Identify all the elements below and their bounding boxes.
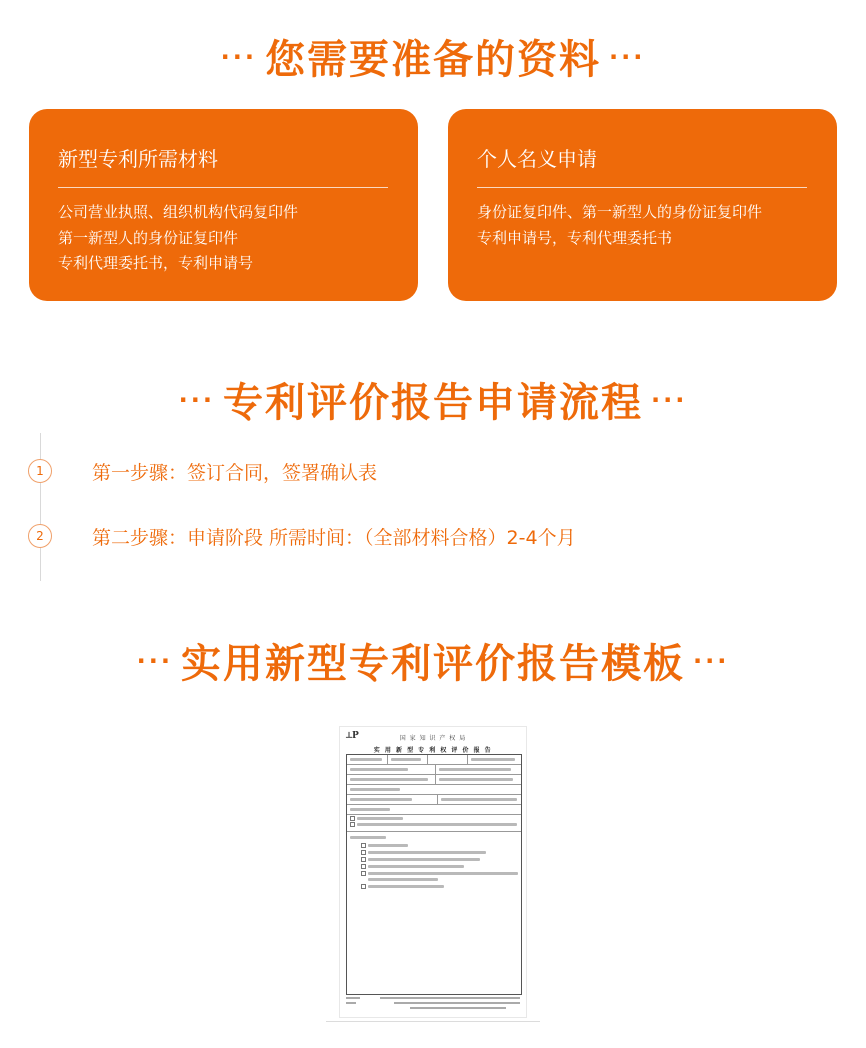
title-dots-left: ··· — [220, 42, 257, 71]
form-field-text — [357, 823, 517, 826]
title-dots-left: ··· — [178, 385, 215, 414]
template-section-title — [0, 632, 866, 689]
title-dots-right: ··· — [651, 385, 688, 414]
report-template-preview — [326, 715, 540, 1023]
form-checkbox — [361, 850, 366, 855]
footer-text — [410, 1007, 506, 1009]
footer-text — [346, 1002, 356, 1004]
card-line: 公司营业执照、组织机构代码复印件 — [58, 203, 299, 221]
card-divider — [58, 187, 388, 188]
form-field-text — [441, 798, 517, 801]
form-col-line — [435, 764, 436, 784]
form-field-text — [368, 865, 464, 868]
form-checkbox — [361, 857, 366, 862]
form-field-text — [350, 758, 382, 761]
step-text: 第二步骤：申请阶段 所需时间：（全部材料合格）2-4个月 — [92, 527, 576, 549]
form-field-text — [368, 885, 444, 888]
form-col-line — [437, 794, 438, 804]
form-checkbox — [350, 816, 355, 821]
document-title: 实 用 新 型 专 利 权 评 价 报 告 — [373, 747, 493, 754]
card-divider — [477, 187, 807, 188]
template-title-text: 实用新型专利评价报告模板 — [181, 641, 685, 687]
card-title: 新型专利所需材料 — [58, 147, 218, 171]
footer-text — [380, 997, 520, 999]
card-line: 身份证复印件、第一新型人的身份证复印件 — [477, 203, 763, 221]
form-row-line — [347, 804, 521, 805]
form-checkbox — [361, 864, 366, 869]
title-dots-left: ··· — [136, 646, 173, 675]
document-form-frame — [346, 754, 522, 995]
timeline-line — [40, 433, 41, 581]
form-field-text — [350, 836, 386, 839]
form-field-text — [439, 768, 511, 771]
document-page — [340, 727, 526, 1017]
footer-text — [394, 1002, 520, 1004]
form-field-text — [368, 851, 486, 854]
form-field-text — [368, 844, 408, 847]
form-row-line — [347, 831, 521, 832]
materials-section-title — [0, 28, 866, 85]
step-number-badge: 2 — [28, 524, 52, 548]
form-col-line — [427, 755, 428, 764]
form-field-text — [368, 878, 438, 881]
form-field-text — [350, 778, 428, 781]
form-field-text — [368, 858, 480, 861]
form-row-line — [347, 784, 521, 785]
form-field-text — [368, 872, 518, 875]
form-field-text — [471, 758, 515, 761]
step-number-badge: 1 — [28, 459, 52, 483]
form-field-text — [357, 817, 403, 820]
card-line: 第一新型人的身份证复印件 — [58, 228, 239, 247]
card-line: 专利代理委托书，专利申请号 — [58, 254, 254, 272]
form-row-line — [347, 774, 521, 775]
form-field-text — [350, 808, 390, 811]
process-section-title — [0, 371, 866, 428]
title-dots-right: ··· — [609, 42, 646, 71]
step-text: 第一步骤：签订合同，签署确认表 — [92, 462, 378, 484]
document-baseline — [326, 1021, 540, 1022]
form-row-line — [347, 764, 521, 765]
process-title-text: 专利评价报告申请流程 — [223, 380, 643, 426]
card-line: 专利申请号，专利代理委托书 — [477, 228, 673, 247]
form-field-text — [350, 768, 408, 771]
footer-text — [346, 997, 360, 999]
form-field-text — [350, 798, 412, 801]
materials-title-text: 您需要准备的资料 — [265, 37, 601, 83]
card-utility-model-materials — [29, 109, 418, 301]
form-row-line — [347, 794, 521, 795]
form-row-line — [347, 814, 521, 815]
form-col-line — [467, 755, 468, 764]
title-dots-right: ··· — [693, 646, 730, 675]
document-organization: 国 家 知 识 产 权 局 — [399, 735, 467, 742]
form-col-line — [387, 755, 388, 764]
card-title: 个人名义申请 — [477, 147, 597, 171]
form-checkbox — [361, 843, 366, 848]
form-checkbox — [361, 871, 366, 876]
form-field-text — [350, 788, 400, 791]
form-checkbox — [350, 822, 355, 827]
card-personal-application — [448, 109, 837, 301]
cnipa-logo: ⟂P — [346, 731, 359, 741]
form-field-text — [391, 758, 421, 761]
form-checkbox — [361, 884, 366, 889]
form-field-text — [439, 778, 513, 781]
